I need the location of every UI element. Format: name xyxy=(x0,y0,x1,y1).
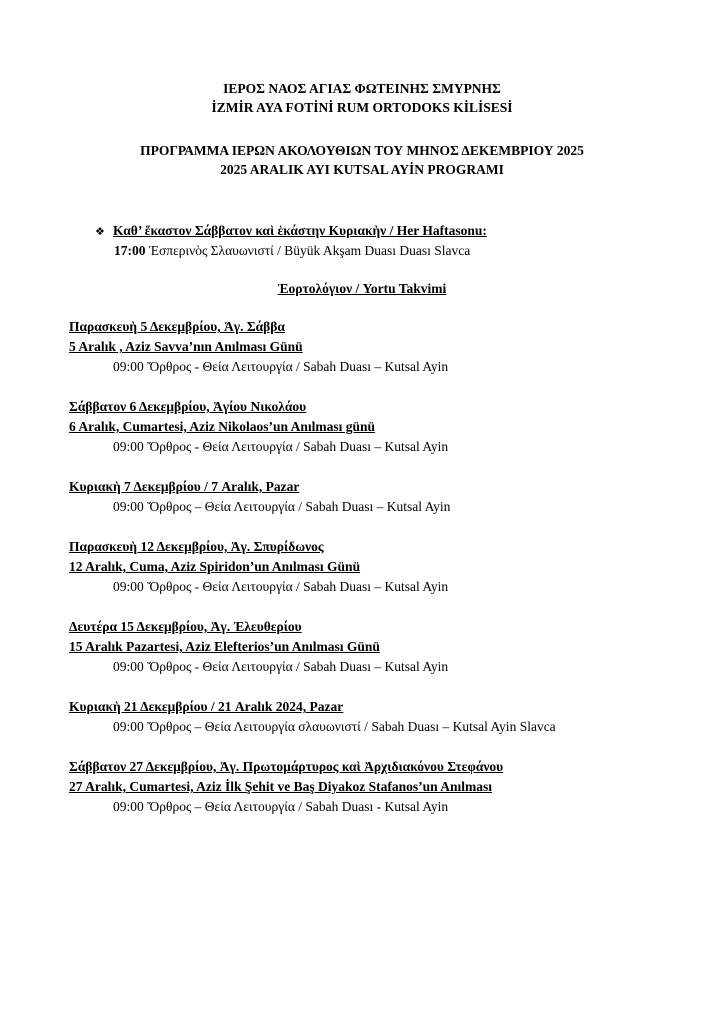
entry-heading: Κυριακὴ 7 Δεκεμβρίου / 7 Aralık, Pazar xyxy=(69,479,300,494)
church-name-greek: ΙΕΡΟΣ ΝΑΟΣ ΑΓΙΑΣ ΦΩΤΕΙΝΗΣ ΣΜΥΡΝΗΣ xyxy=(223,81,501,96)
calendar-entry xyxy=(69,537,709,597)
diamond-bullet-icon: ❖ xyxy=(95,225,105,238)
entry-heading-turkish: 15 Aralık Pazartesi, Aziz Elefterios’un Anılması Günü xyxy=(69,639,380,654)
program-title-turkish: 2025 ARALIK AYI KUTSAL AYİN PROGRAMI xyxy=(220,162,504,177)
entry-heading: Κυριακὴ 21 Δεκεμβρίου / 21 Aralık 2024, Pazar xyxy=(69,699,344,714)
weekly-time: 17:00 xyxy=(114,243,146,258)
program-header xyxy=(0,141,724,179)
church-name-turkish: İZMİR AYA FOTİNİ RUM ORTODOKS KİLİSESİ xyxy=(211,100,513,115)
entry-service: 09:00 Ὄρθρος - Θεία Λειτουργία / Sabah Duası – Kutsal Ayin xyxy=(113,659,449,674)
calendar-entry xyxy=(69,697,709,737)
entry-heading-greek: Δευτέρα 15 Δεκεμβρίου, Ἁγ. Ἐλευθερίου xyxy=(69,619,302,634)
calendar-entry xyxy=(69,397,709,457)
weekly-service-line xyxy=(95,241,487,260)
church-header xyxy=(0,79,724,117)
entry-service: 09:00 Ὄρθρος - Θεία Λειτουργία / Sabah Duası – Kutsal Ayin xyxy=(113,359,449,374)
calendar-entry xyxy=(69,617,709,677)
entry-heading-turkish: 12 Aralık, Cuma, Aziz Spiridon’un Anılması Günü xyxy=(69,559,361,574)
entry-heading-greek: Σάββατον 27 Δεκεμβρίου, Ἁγ. Πρωτομάρτυρος καὶ Ἀρχιδιακόνου Στεφάνου xyxy=(69,759,504,774)
entry-service: 09:00 Ὄρθρος – Θεία Λειτουργία σλαυωνιστί / Sabah Duası – Kutsal Ayin Slavca xyxy=(113,719,556,734)
weekly-schedule xyxy=(95,221,487,260)
calendar-entry xyxy=(69,757,709,817)
entry-heading-turkish: 6 Aralık, Cumartesi, Aziz Nikolaos’un Anılması günü xyxy=(69,419,376,434)
entry-heading-turkish: 27 Aralık, Cumartesi, Aziz İlk Şehit ve Baş Diyakoz Stafanos’un Anılması xyxy=(69,779,493,794)
program-title-greek: ΠΡΟΓΡΑΜΜΑ ΙΕΡΩΝ ΑΚΟΛΟΥΘΙΩΝ ΤΟΥ ΜΗΝΟΣ ΔΕΚΕΜΒΡΙΟΥ 2025 xyxy=(140,143,584,158)
entry-heading-greek: Παρασκευὴ 12 Δεκεμβρίου, Ἁγ. Σπυρίδωνος xyxy=(69,539,324,554)
entry-heading-greek: Παρασκευὴ 5 Δεκεμβρίου, Ἁγ. Σάββα xyxy=(69,319,285,334)
weekly-title-line xyxy=(95,221,487,241)
weekly-title: Καθ’ ἕκαστον Σάββατον καὶ ἑκάστην Κυριακὴν / Her Haftasonu: xyxy=(113,223,487,238)
entry-service: 09:00 Ὄρθρος – Θεία Λειτουργία / Sabah Duası - Kutsal Ayin xyxy=(113,799,449,814)
entry-service: 09:00 Ὄρθρος – Θεία Λειτουργία / Sabah Duası – Kutsal Ayin xyxy=(113,499,451,514)
calendar-title: Ἑορτολόγιον / Yortu Takvimi xyxy=(277,281,447,296)
entry-heading-turkish: 5 Aralık , Aziz Savva’nın Anılması Günü xyxy=(69,339,303,354)
entry-service: 09:00 Ὄρθρος - Θεία Λειτουργία / Sabah Duası – Kutsal Ayin xyxy=(113,439,449,454)
weekly-service: Ἑσπερινὸς Σλαυωνιστί / Büyük Akşam Duası Duası Slavca xyxy=(145,243,471,258)
entry-service: 09:00 Ὄρθρος - Θεία Λειτουργία / Sabah Duası – Kutsal Ayin xyxy=(113,579,449,594)
calendar-entry xyxy=(69,317,709,377)
calendar-entry xyxy=(69,477,709,517)
calendar-entries xyxy=(69,317,709,837)
entry-heading-greek: Σάββατον 6 Δεκεμβρίου, Ἁγίου Νικολάου xyxy=(69,399,307,414)
